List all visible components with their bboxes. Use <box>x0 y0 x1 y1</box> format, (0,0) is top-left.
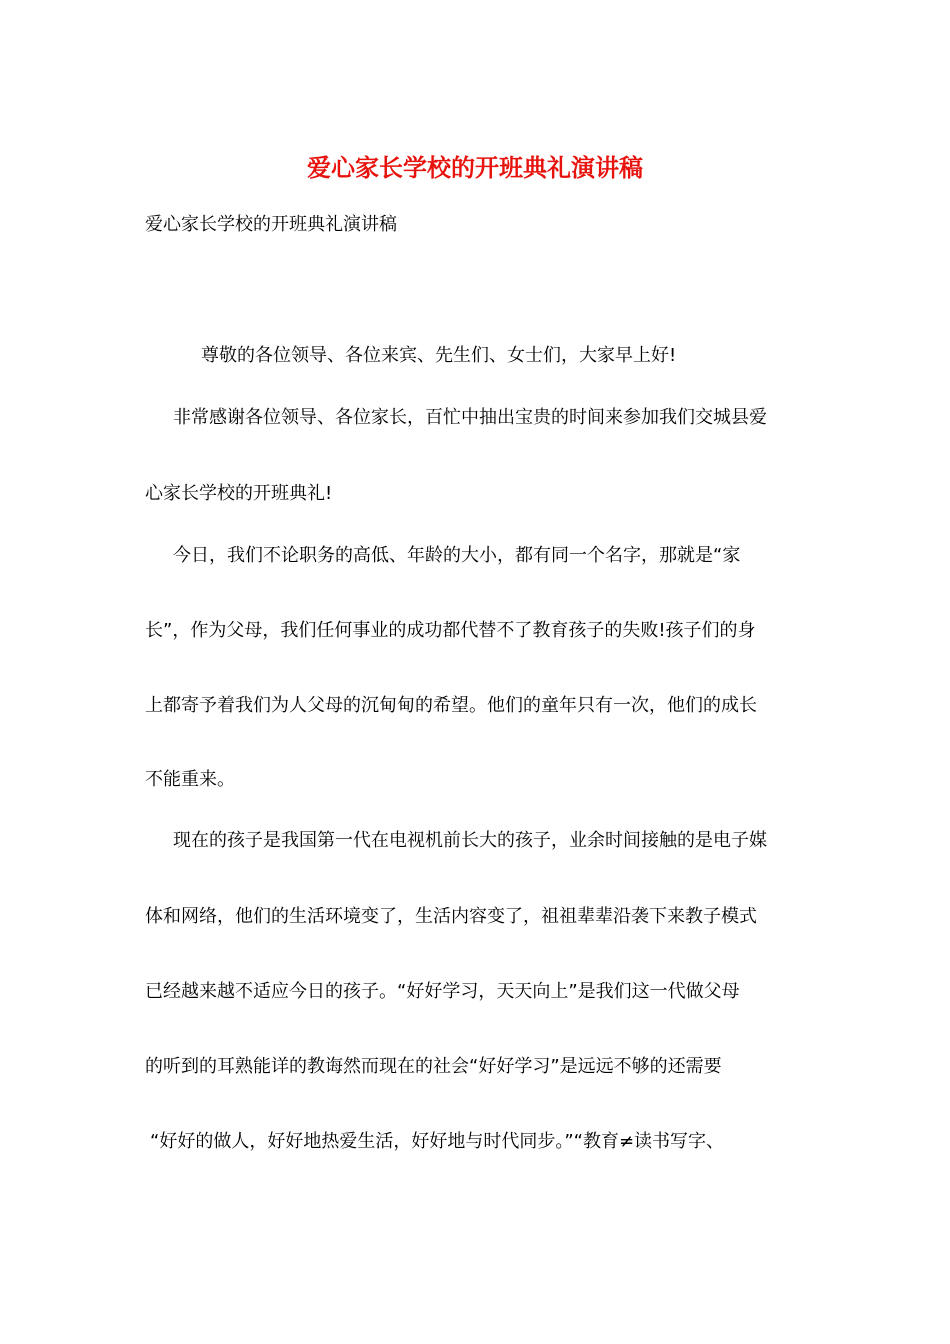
paragraph-line: 体和网络，他们的生活环境变了，生活内容变了，祖祖辈辈沿袭下来教子模式 <box>145 906 757 927</box>
paragraph-line: 的听到的耳熟能详的教诲然而现在的社会“好好学习”是远远不够的还需要 <box>145 1056 722 1077</box>
paragraph-line: 尊敬的各位领导、各位来宾、先生们、女士们，大家早上好! <box>201 345 677 366</box>
paragraph-line: 今日，我们不论职务的高低、年龄的大小，都有同一个名字，那就是“家 <box>173 545 741 566</box>
paragraph-line: 上都寄予着我们为人父母的沉甸甸的希望。他们的童年只有一次，他们的成长 <box>145 695 757 716</box>
paragraph-line: 现在的孩子是我国第一代在电视机前长大的孩子，业余时间接触的是电子媒 <box>173 830 767 851</box>
document-subtitle: 爱心家长学校的开班典礼演讲稿 <box>145 214 397 235</box>
document-title: 爱心家长学校的开班典礼演讲稿 <box>307 153 643 182</box>
paragraph-line: 不能重来。 <box>145 769 235 790</box>
paragraph-line: 心家长学校的开班典礼! <box>145 483 333 504</box>
paragraph-line: 已经越来越不适应今日的孩子。“好好学习，天天向上”是我们这一代做父母 <box>145 981 740 1002</box>
paragraph-line: 长”，作为父母，我们任何事业的成功都代替不了教育孩子的失败!孩子们的身 <box>145 620 756 641</box>
paragraph-line: “好好的做人，好好地热爱生活，好好地与时代同步。”“教育≠读书写字、 <box>150 1131 725 1152</box>
paragraph-line: 非常感谢各位领导、各位家长，百忙中抽出宝贵的时间来参加我们交城县爱 <box>173 407 767 428</box>
